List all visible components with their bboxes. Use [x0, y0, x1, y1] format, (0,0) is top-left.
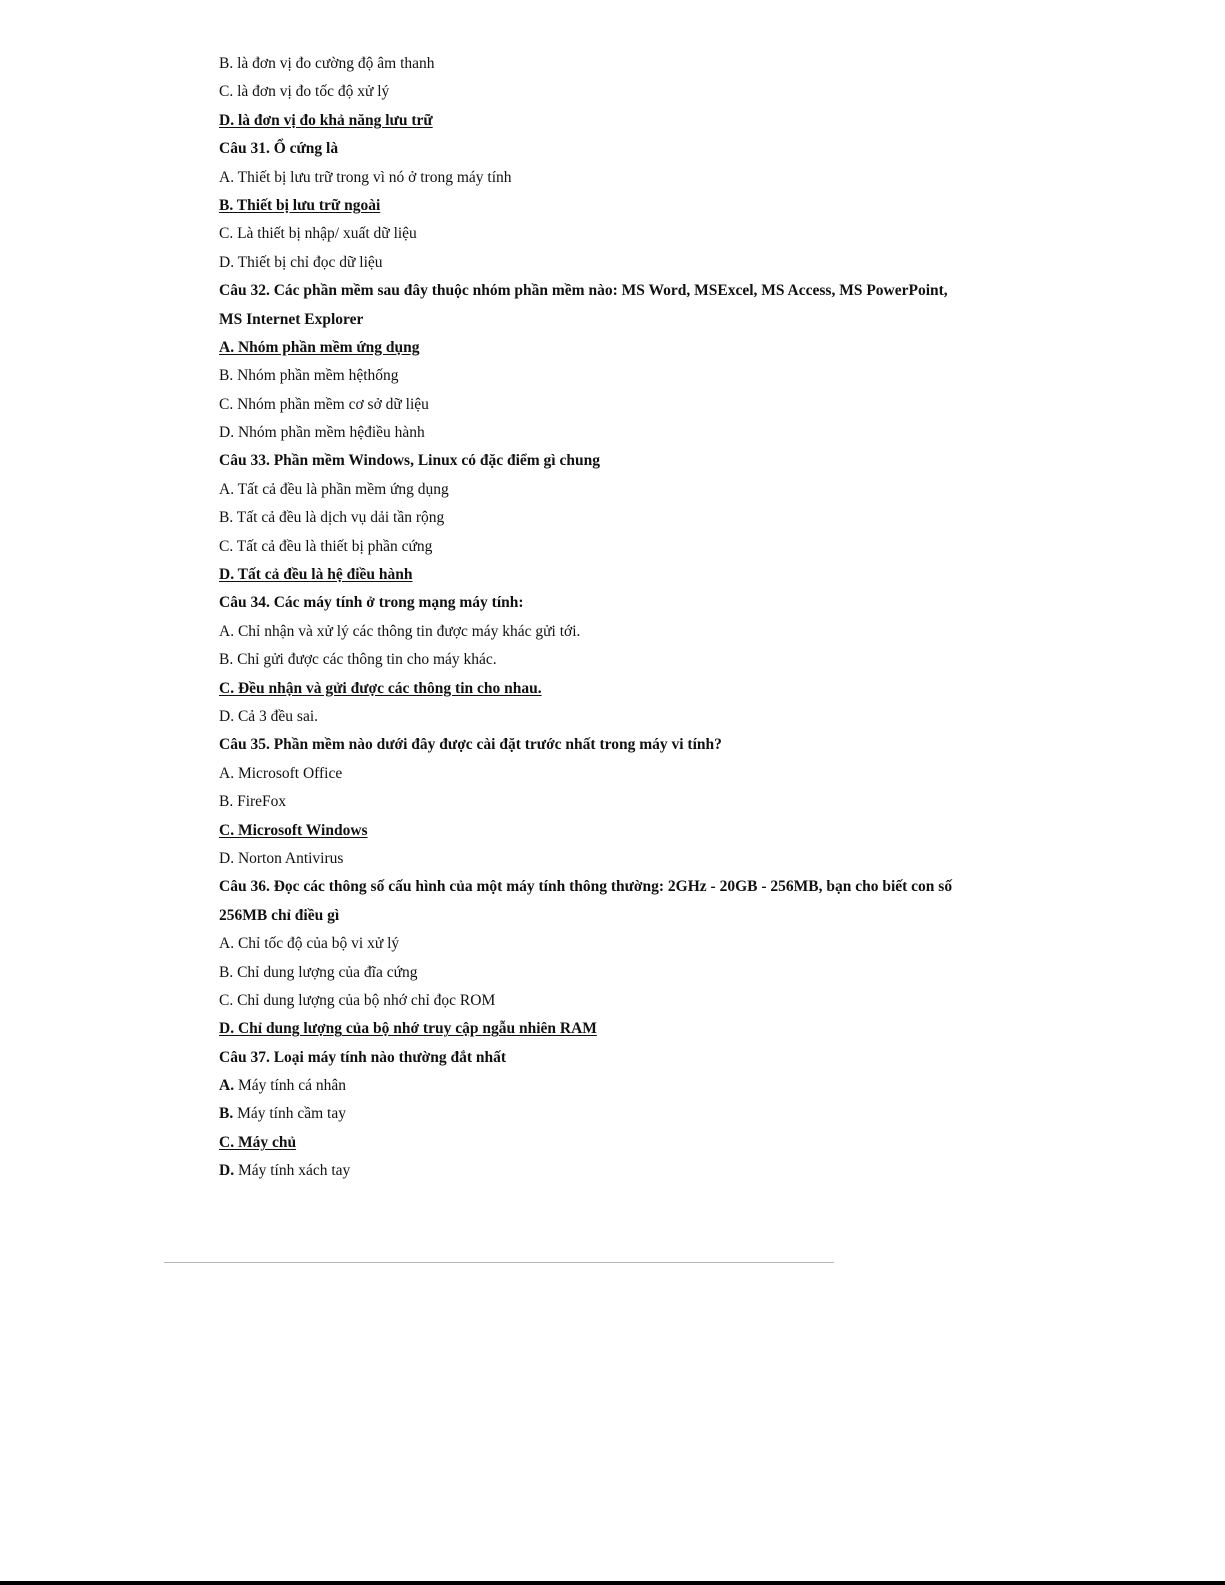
question-title: Câu 34. Các máy tính ở trong mạng máy tính:	[219, 594, 524, 612]
answer-option: C. Nhóm phần mềm cơ sở dữ liệu	[219, 395, 429, 413]
question-title: Câu 36. Đọc các thông số cấu hình của một máy tính thông thường: 2GHz - 20GB - 256MB, bạn cho biết con số	[219, 878, 953, 896]
answer-option: C. Tất cả đều là thiết bị phần cứng	[219, 537, 433, 555]
option-letter: A.	[219, 1077, 235, 1095]
correct-answer: D. Chỉ dung lượng của bộ nhớ truy cập ngẫu nhiên RAM	[219, 1020, 597, 1038]
option-letter: B.	[219, 1105, 234, 1123]
page-bottom-border	[0, 1581, 1225, 1585]
question-title: Câu 35. Phần mềm nào dưới đây được cài đặt trước nhất trong máy vi tính?	[219, 736, 722, 754]
answer-option: A. Tất cả đều là phần mềm ứng dụng	[219, 480, 449, 498]
question-title-continued: MS Internet Explorer	[219, 310, 364, 328]
option-text: Máy tính cá nhân	[234, 1077, 346, 1095]
answer-option: B. FireFox	[219, 793, 287, 811]
correct-answer: D. là đơn vị đo khả năng lưu trữ	[219, 111, 433, 129]
answer-option	[219, 1072, 1019, 1100]
option-letter: D.	[219, 1162, 235, 1180]
correct-answer: C. Microsoft Windows	[219, 821, 368, 839]
answer-option: D. Nhóm phần mềm hệđiều hành	[219, 424, 425, 442]
answer-option: B. Chỉ gửi được các thông tin cho máy khác.	[219, 651, 497, 669]
answer-option: A. Chỉ nhận và xử lý các thông tin được máy khác gửi tới.	[219, 622, 581, 640]
option-text: Máy tính cầm tay	[233, 1105, 346, 1123]
answer-option: D. Thiết bị chỉ đọc dữ liệu	[219, 253, 383, 271]
question-title-continued: 256MB chỉ điều gì	[219, 906, 340, 924]
question-title: Câu 31. Ổ cứng là	[219, 140, 339, 158]
correct-answer: A. Nhóm phần mềm ứng dụng	[219, 338, 420, 356]
correct-answer: D. Tất cả đều là hệ điều hành	[219, 566, 413, 584]
question-title: Câu 33. Phần mềm Windows, Linux có đặc điểm gì chung	[219, 452, 600, 470]
question-title: Câu 37. Loại máy tính nào thường đắt nhất	[219, 1048, 507, 1066]
answer-option: C. Chỉ dung lượng của bộ nhớ chỉ đọc ROM	[219, 991, 496, 1009]
answer-option	[219, 1100, 1019, 1128]
answer-option: C. là đơn vị đo tốc độ xử lý	[219, 83, 390, 101]
answer-option: D. Norton Antivirus	[219, 849, 344, 867]
correct-answer: B. Thiết bị lưu trữ ngoài	[219, 196, 381, 214]
correct-answer: C. Máy chủ	[219, 1133, 297, 1151]
document-body	[219, 50, 1019, 1186]
answer-option: D. Cả 3 đều sai.	[219, 707, 319, 725]
answer-option: B. Tất cả đều là dịch vụ dải tần rộng	[219, 509, 445, 527]
answer-option: B. là đơn vị đo cường độ âm thanh	[219, 55, 435, 72]
option-text: Máy tính xách tay	[234, 1162, 351, 1180]
answer-option: A. Thiết bị lưu trữ trong vì nó ở trong máy tính	[219, 168, 512, 186]
answer-option: B. Chỉ dung lượng của đĩa cứng	[219, 963, 418, 981]
answer-option: C. Là thiết bị nhập/ xuất dữ liệu	[219, 225, 417, 243]
correct-answer: C. Đều nhận và gửi được các thông tin cho nhau.	[219, 679, 542, 697]
question-title: Câu 32. Các phần mềm sau đây thuộc nhóm phần mềm nào: MS Word, MSExcel, MS Access, MS PowerPoint,	[219, 282, 948, 300]
answer-option	[219, 1157, 1019, 1185]
footer-separator-line	[164, 1262, 834, 1263]
answer-option: A. Chỉ tốc độ của bộ vi xử lý	[219, 935, 400, 953]
answer-option: A. Microsoft Office	[219, 764, 343, 782]
answer-option: B. Nhóm phần mềm hệthống	[219, 367, 399, 385]
